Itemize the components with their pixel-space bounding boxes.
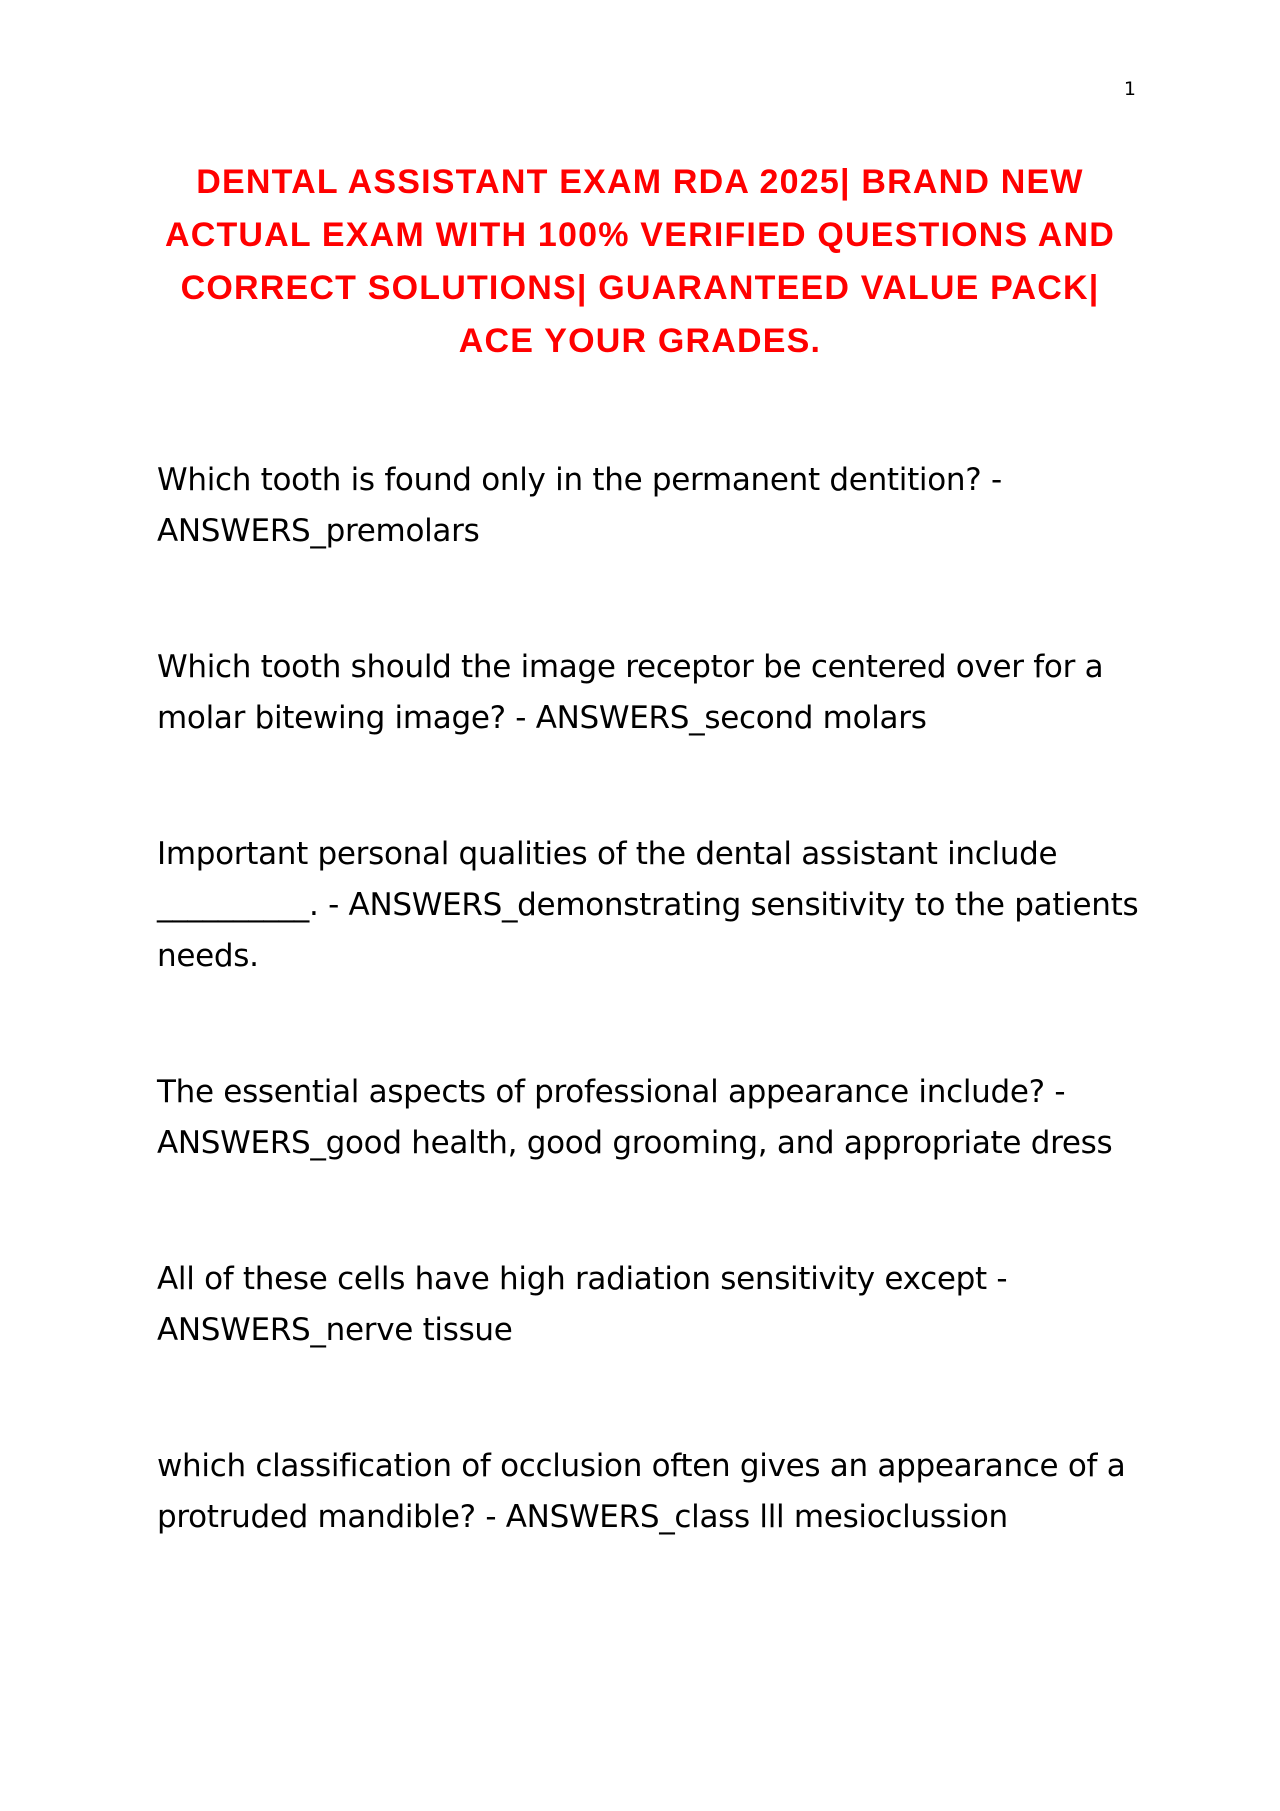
qa-item: Which tooth should the image receptor be centered over for a molar bitewing image? - ANSWERS_second molars: [157, 649, 1104, 736]
document-title: DENTAL ASSISTANT EXAM RDA 2025| BRAND NEW ACTUAL EXAM WITH 100% VERIFIED QUESTIONS AND CORRECT SOLUTIONS| GUARANTEED VALUE PACK| ACE YOUR GRADES.: [164, 163, 1116, 360]
qa-item: Which tooth is found only in the permanent dentition? - ANSWERS_premolars: [157, 462, 1002, 549]
page-number: 1: [1123, 78, 1136, 100]
question-answer-list: [157, 455, 1147, 1628]
qa-item: The essential aspects of professional appearance include? - ANSWERS_good health, good grooming, and appropriate dress: [157, 1074, 1113, 1161]
qa-item: Important personal qualities of the dental assistant include __________. - ANSWERS_demonstrating sensitivity to the patients needs.: [157, 836, 1139, 974]
qa-item: which classification of occlusion often gives an appearance of a protruded mandible? - ANSWERS_class lll mesioclussion: [157, 1448, 1126, 1535]
qa-item: All of these cells have high radiation sensitivity except - ANSWERS_nerve tissue: [157, 1261, 1008, 1348]
